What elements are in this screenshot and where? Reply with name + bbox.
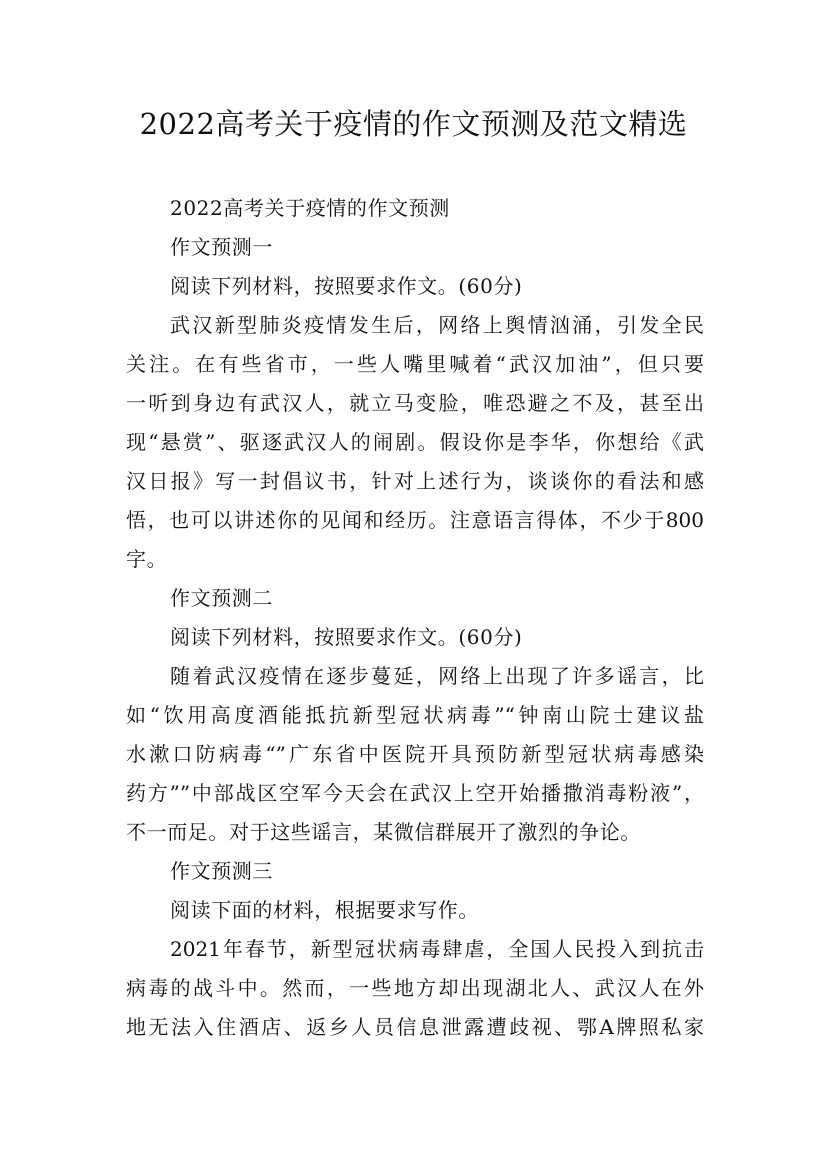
text-line: 武汉新型肺炎疫情发生后，网络上舆情汹涌，引发全民 <box>170 313 704 337</box>
text-line: 不一而足。对于这些谣言，某微信群展开了激烈的争论。 <box>126 820 641 844</box>
text-line: 现“悬赏”、驱逐武汉人的闹剧。假设你是李华，你想给《武 <box>126 430 704 454</box>
text-line: 阅读下面的材料，根据要求写作。 <box>170 898 479 922</box>
text-line: 随着武汉疫情在逐步蔓延，网络上出现了许多谣言，比 <box>170 664 704 688</box>
text-line: 病毒的战斗中。然而，一些地方却出现湖北人、武汉人在外 <box>126 976 704 1000</box>
text-line: 地无法入住酒店、返乡人员信息泄露遭歧视、鄂A牌照私家 <box>126 1015 704 1039</box>
document-title: 2022高考关于疫情的作文预测及范文精选 <box>139 107 688 141</box>
text-line: 作文预测三 <box>170 859 273 883</box>
text-line: 阅读下列材料，按照要求作文。(60分) <box>170 274 523 298</box>
text-line: 2022高考关于疫情的作文预测 <box>170 196 450 220</box>
text-line: 汉日报》写一封倡议书，针对上述行为，谈谈你的看法和感 <box>126 469 704 493</box>
text-line: 阅读下列材料，按照要求作文。(60分) <box>170 625 523 649</box>
text-line: 字。 <box>126 547 168 571</box>
text-line: 水漱口防病毒“”广东省中医院开具预防新型冠状病毒感染 <box>126 742 704 766</box>
text-line: 一听到身边有武汉人，就立马变脸，唯恐避之不及，甚至出 <box>126 391 704 415</box>
text-line: 作文预测一 <box>170 235 273 259</box>
text-line: 作文预测二 <box>170 586 273 610</box>
text-line: 如“饮用高度酒能抵抗新型冠状病毒”“钟南山院士建议盐 <box>126 703 704 727</box>
text-line: 2021年春节，新型冠状病毒肆虐，全国人民投入到抗击 <box>170 937 704 961</box>
document-body <box>126 189 704 1047</box>
text-line: 关注。在有些省市，一些人嘴里喊着“武汉加油”，但只要 <box>126 352 704 376</box>
text-line: 药方””中部战区空军今天会在武汉上空开始播撒消毒粉液”， <box>126 781 704 805</box>
text-line: 悟，也可以讲述你的见闻和经历。注意语言得体，不少于800 <box>126 508 704 532</box>
